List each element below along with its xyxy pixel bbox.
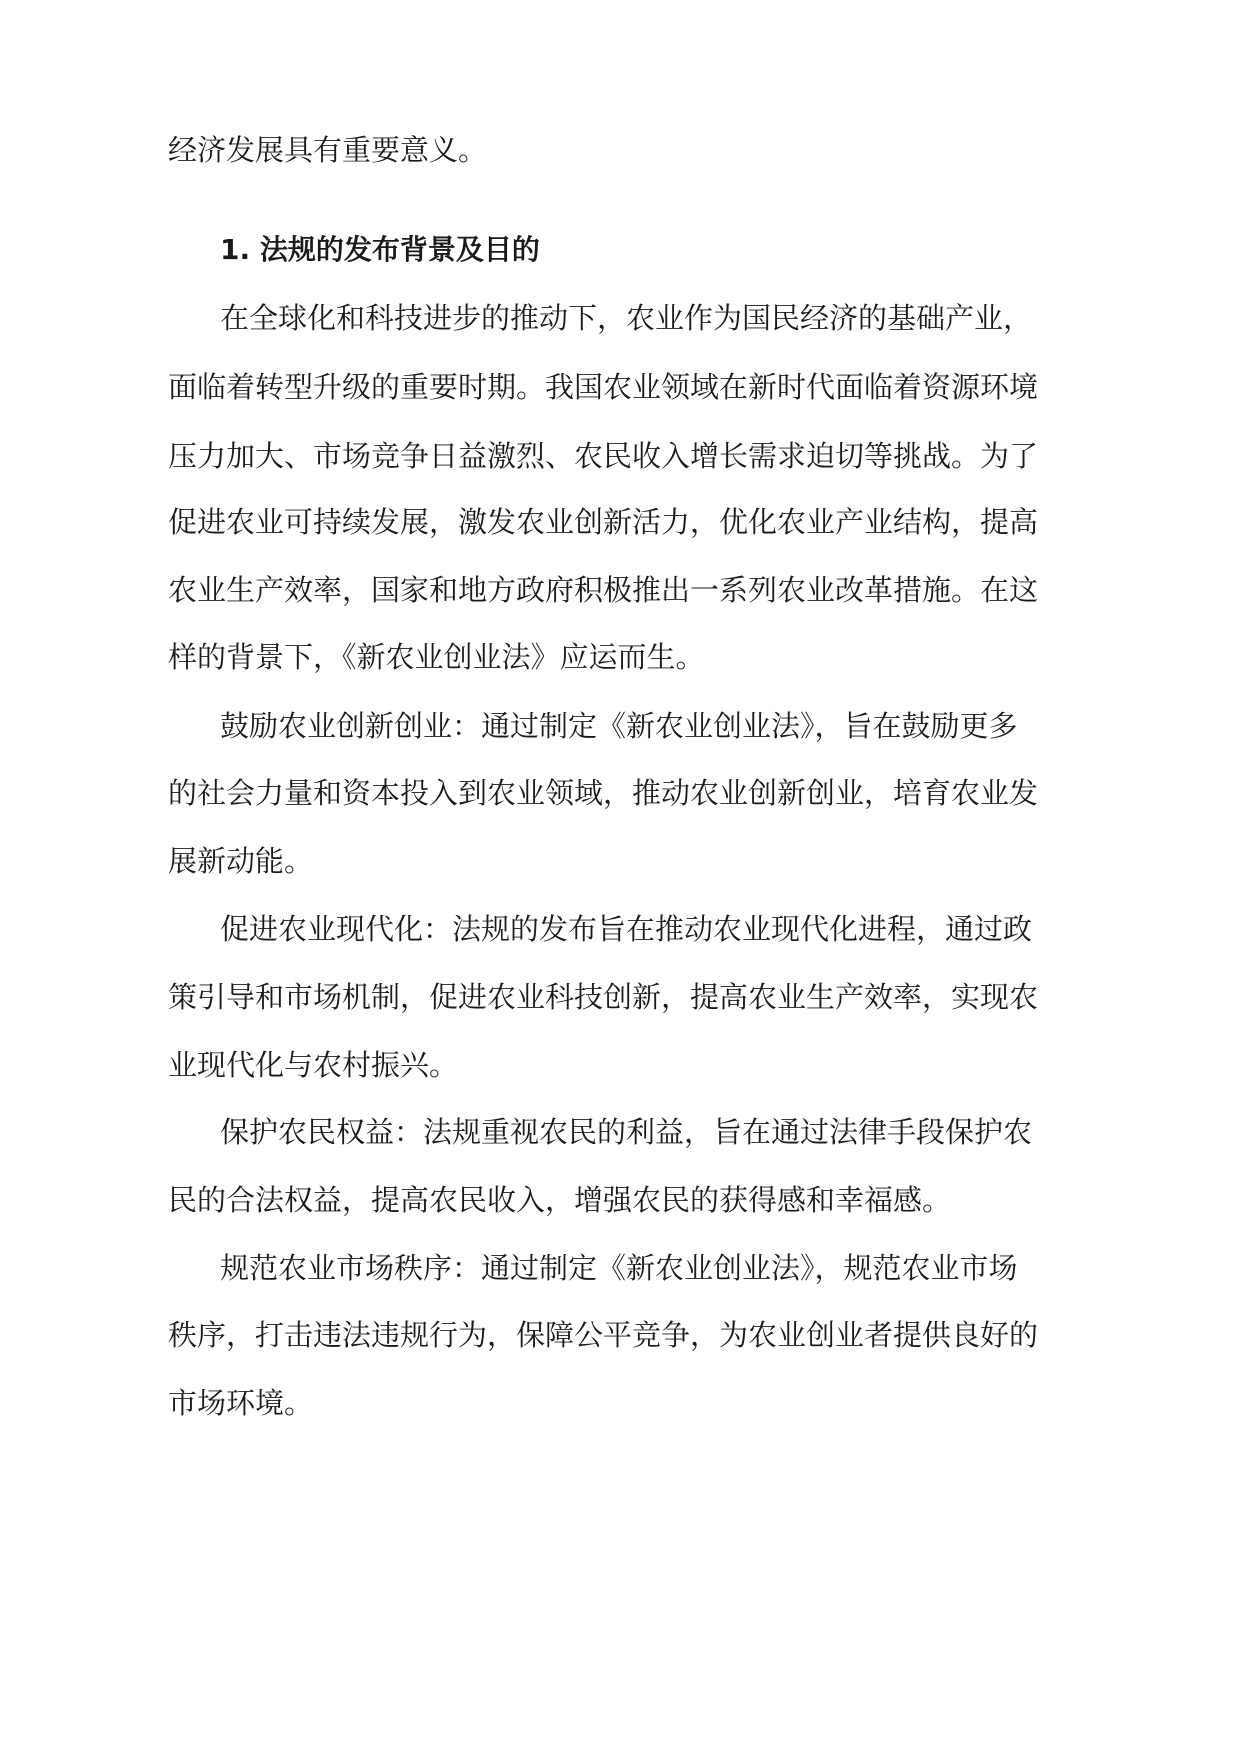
text-line: 策引导和市场机制，促进农业科技创新，提高农业生产效率，实现农 — [168, 980, 1039, 1014]
text-line: 展新动能。 — [168, 844, 314, 878]
text-line: 促进农业现代化：法规的发布旨在推动农业现代化进程，通过政 — [220, 912, 1033, 946]
text-line: 样的背景下，《新农业创业法》应运而生。 — [168, 640, 705, 674]
text-line: 促进农业可持续发展，激发农业创新活力，优化农业产业结构，提高 — [168, 505, 1039, 539]
section-heading: 1. 法规的发布背景及目的 — [220, 233, 540, 266]
text-line: 在全球化和科技进步的推动下，农业作为国民经济的基础产业， — [220, 301, 1033, 335]
text-line: 秩序，打击违法违规行为，保障公平竞争，为农业创业者提供良好的 — [168, 1318, 1039, 1352]
text-line: 保护农民权益：法规重视农民的利益，旨在通过法律手段保护农 — [220, 1115, 1033, 1149]
text-line: 鼓励农业创新创业：通过制定《新农业创业法》，旨在鼓励更多 — [220, 709, 1018, 743]
text-line: 业现代化与农村振兴。 — [168, 1048, 459, 1082]
text-line: 面临着转型升级的重要时期。我国农业领域在新时代面临着资源环境 — [168, 370, 1039, 404]
text-line: 市场环境。 — [168, 1386, 314, 1420]
text-line: 压力加大、市场竞争日益激烈、农民收入增长需求迫切等挑战。为了 — [168, 439, 1039, 473]
text-line: 民的合法权益，提高农民收入，增强农民的获得感和幸福感。 — [168, 1183, 952, 1217]
text-line: 经济发展具有重要意义。 — [168, 133, 488, 167]
text-line: 的社会力量和资本投入到农业领域，推动农业创新创业，培育农业发 — [168, 776, 1039, 810]
text-line: 规范农业市场秩序：通过制定《新农业创业法》，规范农业市场 — [220, 1251, 1018, 1285]
text-line: 农业生产效率，国家和地方政府积极推出一系列农业改革措施。在这 — [168, 573, 1039, 607]
